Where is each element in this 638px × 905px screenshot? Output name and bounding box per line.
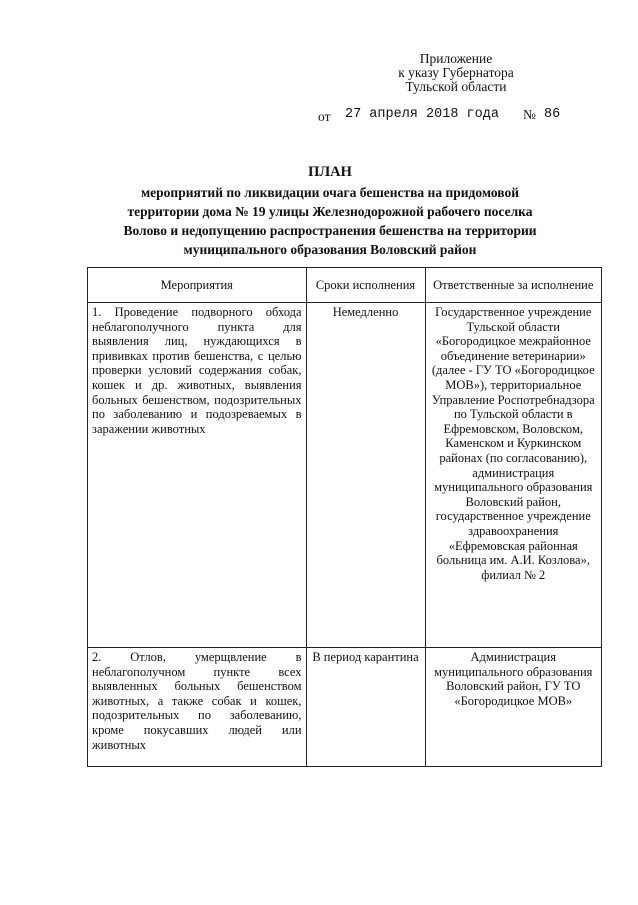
- title-line: мероприятий по ликвидации очага бешенства на придомовой: [140, 185, 519, 200]
- appendix-block: [378, 52, 534, 94]
- column-header-measures: Мероприятия: [88, 268, 307, 303]
- title-line: территории дома № 19 улицы Железнодорожной рабочего поселка: [127, 204, 533, 219]
- table-row: [88, 648, 602, 767]
- decree-number-label: №: [523, 107, 536, 122]
- column-header-responsible: Ответственные за исполнение: [425, 268, 601, 303]
- column-header-deadline: Сроки исполнения: [306, 268, 425, 303]
- responsible-cell: Администрация муниципального образования Воловский район, ГУ ТО «Богородицкое МОВ»: [425, 648, 601, 767]
- appendix-line: Приложение: [419, 51, 493, 66]
- deadline-cell: В период карантина: [306, 648, 425, 767]
- deadline-cell: Немедленно: [306, 303, 425, 648]
- title-line: Волово и недопущению распространения бешенства на территории: [123, 223, 537, 238]
- measure-cell: 2. Отлов, умерщвление в неблагополучном пункте всех выявленных больных бешенством животных, а также собак и кошек, подозрительных по заболеванию, кроме покусавших людей или животных: [88, 648, 307, 767]
- responsible-cell: Государственное учреждение Тульской области «Богородицкое межрайонное объединение ветеринарии» (далее - ГУ ТО «Богородицкое МОВ»), территориальное Управление Роспотребнадзора по Тульской области в Ефремовском, Воловском, Каменском и Куркинском районах (по согласованию), администрация муниципального образования Воловский район, государственное учреждение здравоохранения «Ефремовская районная больница им. А.И. Козлова», филиал № 2: [425, 303, 601, 648]
- table-row: [88, 303, 602, 648]
- decree-number: 86: [544, 107, 561, 122]
- decree-from-label: от: [318, 109, 331, 124]
- plan-table: [87, 267, 602, 767]
- appendix-line: к указу Губернатора: [398, 65, 514, 80]
- title-line: муниципального образования Воловский район: [183, 242, 477, 257]
- decree-date: 27 апреля 2018 года: [345, 107, 499, 122]
- table-header-row: [88, 268, 602, 303]
- measure-cell: 1. Проведение подворного обхода неблагополучного пункта для выявления лиц, нуждающихся в прививках против бешенства, с целью проверки условий содержания собак, кошек и др. животных, выявления больных бешенством, подозрительных по заболеванию и подозреваемых в заражении животных: [88, 303, 307, 648]
- title-heading: ПЛАН: [308, 164, 352, 180]
- document-title: [60, 163, 600, 259]
- appendix-line: Тульской области: [405, 79, 507, 94]
